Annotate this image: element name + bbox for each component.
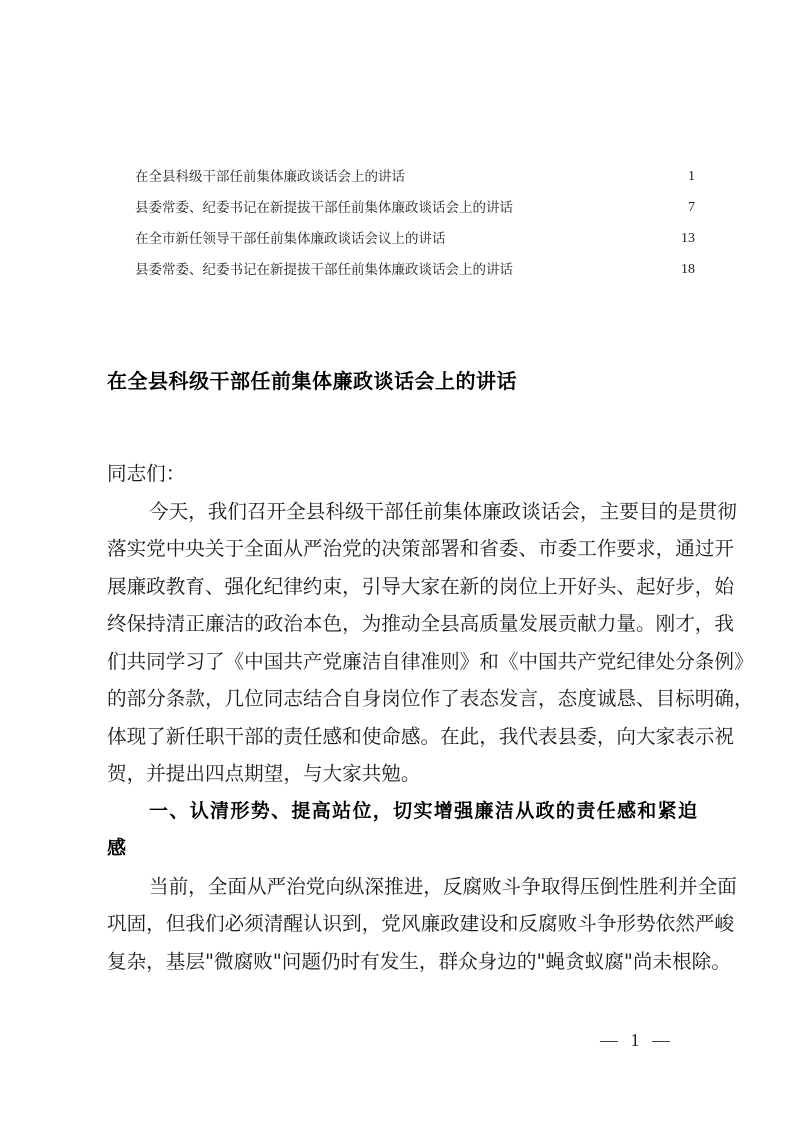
page-number: — 1 — (600, 1030, 674, 1050)
toc-entry-page: 7 (688, 200, 695, 215)
toc-entry-title: 在全市新任领导干部任前集体廉政谈话会议上的讲话 (135, 231, 446, 247)
section-heading: 一、认清形势、提高站位，切实增强廉洁从政的责任感和紧迫 (149, 799, 697, 822)
paragraph-line: 体现了新任职干部的责任感和使命感。在此，我代表县委，向大家表示祝 (107, 724, 734, 748)
toc-entry[interactable] (135, 197, 695, 228)
toc-entry-page: 1 (688, 169, 695, 184)
toc-entry-page: 13 (681, 231, 695, 246)
paragraph-line: 落实党中央关于全面从严治党的决策部署和省委、市委工作要求，通过开 (107, 537, 734, 560)
paragraph-line: 的部分条款，几位同志结合自身岗位作了表态发言，态度诚恳、目标明确， (107, 687, 754, 710)
toc-entry[interactable] (135, 228, 695, 259)
article-body (107, 455, 754, 980)
paragraph-line: 展廉政教育、强化纪律约束，引导大家在新的岗位上开好头、起好步，始 (107, 574, 734, 598)
paragraph-line: 们共同学习了《中国共产党廉洁自律准则》和《中国共产党纪律处分条例》 (107, 649, 754, 673)
paragraph-line: 巩固，但我们必须清醒认识到，党风廉政建设和反腐败斗争形势依然严峻 (107, 912, 734, 935)
toc-entry[interactable] (135, 259, 695, 290)
table-of-contents (135, 166, 695, 290)
toc-entry-page: 18 (681, 262, 695, 277)
paragraph-line: 当前，全面从严治党向纵深推进，反腐败斗争取得压倒性胜利并全面 (149, 874, 737, 898)
article-title: 在全县科级干部任前集体廉政谈话会上的讲话 (107, 369, 517, 393)
salutation: 同志们： (107, 462, 186, 485)
paragraph-line: 复杂，基层"微腐败"问题仍时有发生，群众身边的"蝇贪蚁腐"尚未根除。 (107, 949, 731, 973)
paragraph-line: 今天，我们召开全县科级干部任前集体廉政谈话会，主要目的是贯彻 (149, 499, 737, 523)
paragraph-line: 贺，并提出四点期望，与大家共勉。 (107, 762, 421, 785)
toc-entry[interactable] (135, 166, 695, 197)
paragraph-line: 终保持清正廉洁的政治本色，为推动全县高质量发展贡献力量。刚才，我 (107, 612, 734, 635)
toc-entry-title: 县委常委、纪委书记在新提拔干部任前集体廉政谈话会上的讲话 (135, 200, 513, 216)
section-heading-continued: 感 (107, 837, 127, 859)
toc-entry-title: 在全县科级干部任前集体廉政谈话会上的讲话 (135, 169, 405, 185)
toc-entry-title: 县委常委、纪委书记在新提拔干部任前集体廉政谈话会上的讲话 (135, 262, 513, 278)
